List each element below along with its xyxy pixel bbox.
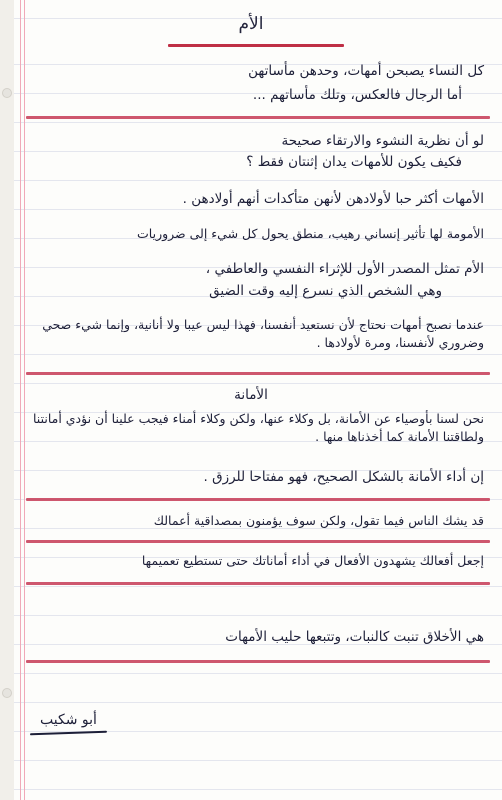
paragraph-morals: هي الأخلاق تنبت كالنبات، وتتبعها حليب الأمهات — [225, 629, 484, 645]
paragraph-trust-key: إن أداء الأمانة بالشكل الصحيح، فهو مفتاحا للرزق . — [203, 469, 484, 485]
author-signature: أبو شكيب — [30, 712, 107, 734]
paragraph-reclaim-selves: عندما نصبح أمهات نحتاج لأن نستعيد أنفسنا، فهذا ليس عيبا ولا أنانية، وإنما شيء صحي وضروري لأنفسنا، ومرة لأولادها . — [42, 317, 484, 350]
paragraph-motherhood: الأمومة لها تأثير إنساني رهيب، منطق يحول كل شيء إلى ضروريات — [137, 226, 484, 241]
separator-rule-2 — [26, 372, 490, 375]
title-underline — [168, 44, 344, 47]
intro-line-1: كل النساء يصبحن أمهات، وحدهن مأساتهن — [248, 63, 484, 79]
paragraph-trust-custodians: نحن لسنا بأوصياء عن الأمانة، بل وكلاء عنها، ولكن وكلاء أمناء فيجب علينا أن نؤدي أمانتنا ولطاقتنا الأمانة كما أخذناها منها . — [32, 411, 484, 444]
separator-rule-5 — [26, 582, 490, 585]
separator-rule-1 — [26, 116, 490, 119]
question-line-2: فكيف يكون للأمهات يدان إثنتان فقط ؟ — [246, 154, 462, 170]
section-heading-amana: الأمانة — [234, 387, 268, 403]
intro-line-2: أما الرجال فالعكس، وتلك مأساتهم ... — [252, 87, 462, 103]
separator-rule-3 — [26, 498, 490, 501]
paragraph-credibility: قد يشك الناس فيما تقول، ولكن سوف يؤمنون بمصداقية أعمالك — [153, 513, 484, 528]
paragraph-mother-source-line-1: الأم تمثل المصدر الأول للإثراء النفسي والعاطفي ، — [205, 261, 484, 277]
paragraph-mothers-love: الأمهات أكثر حبا لأولادهن لأنهن متأكدات أنهم أولادهن . — [182, 191, 484, 207]
binder-hole-top — [2, 88, 12, 98]
paragraph-actions: إجعل أفعالك يشهدون الأفعال في أداء أماناتك حتى تستطيع تعميمها — [141, 553, 484, 568]
question-line-1: لو أن نظرية النشوء والارتقاء صحيحة — [281, 133, 484, 149]
page-title: الأم — [238, 14, 264, 34]
binder-hole-bottom — [2, 688, 12, 698]
separator-rule-6 — [26, 660, 490, 663]
separator-rule-4 — [26, 540, 490, 543]
paragraph-mother-source-line-2: وهي الشخص الذي نسرع إليه وقت الضيق — [209, 283, 442, 299]
